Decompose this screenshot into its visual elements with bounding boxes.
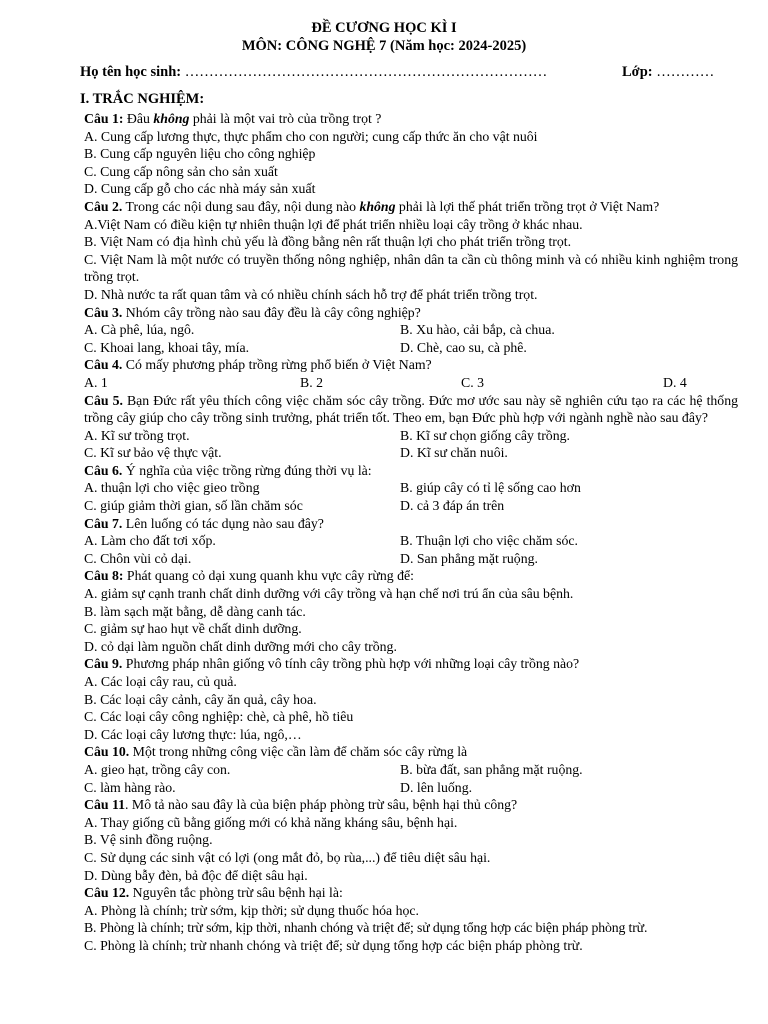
- question-text: . Mô tả nào sau đây là của biện pháp phòng trừ sâu, bệnh hại thủ công?: [125, 797, 518, 813]
- question-text: Nhóm cây trồng nào sau đây đều là cây công nghiệp?: [122, 304, 421, 320]
- question-emphasis: không: [153, 111, 190, 126]
- option-row: [84, 532, 738, 550]
- option: B. Cung cấp nguyên liệu cho công nghiệp: [84, 146, 316, 162]
- option: D. Cung cấp gỗ cho các nhà máy sản xuất: [84, 181, 316, 197]
- option-row: [84, 761, 738, 779]
- option: C. giúp giảm thời gian, số lần chăm sóc: [84, 498, 303, 514]
- option: D. Kĩ sư chăn nuôi.: [400, 445, 508, 461]
- question-label: Câu 3.: [84, 304, 123, 320]
- option: C. Các loại cây công nghiệp: chè, cà phê, hồ tiêu: [84, 709, 354, 725]
- question-5: [84, 392, 738, 427]
- option: D. San phẳng mặt ruộng.: [400, 550, 538, 566]
- question-label: Câu 9.: [84, 656, 123, 672]
- question-label: Câu 12.: [84, 885, 130, 901]
- option: A. giảm sự cạnh tranh chất dinh dưỡng với cây trồng và hạn chế nơi trú ẩn của sâu bệnh.: [84, 586, 574, 602]
- option: A.Việt Nam có điều kiện tự nhiên thuận lợi để phát triển nhiều loại cây trồng ở khác nhau.: [84, 216, 583, 232]
- question-4: [84, 356, 738, 374]
- section-heading: I. TRẮC NGHIỆM:: [80, 91, 205, 107]
- question-text: Trong các nội dung sau đây, nội dung nào: [122, 198, 360, 214]
- option: D. Nhà nước ta rất quan tâm và có nhiều chính sách hỗ trợ để phát triển trồng trọt.: [84, 286, 538, 302]
- option: B. Các loại cây cảnh, cây ăn quả, cây hoa.: [84, 691, 317, 707]
- document-title: ĐỀ CƯƠNG HỌC KÌ I: [311, 20, 457, 36]
- option: B. Kĩ sư chọn giống cây trồng.: [400, 427, 570, 443]
- option: D. Các loại cây lương thực: lúa, ngô,…: [84, 726, 302, 742]
- class-dots: …………: [656, 64, 715, 80]
- option-row: [84, 321, 738, 339]
- option: C. Sử dụng các sinh vật có lợi (ong mắt đỏ, bọ rùa,...) để tiêu diệt sâu hại.: [84, 849, 491, 865]
- option: C. Khoai lang, khoai tây, mía.: [84, 339, 250, 355]
- option-row: [84, 550, 738, 568]
- question-text: Một trong những công việc cần làm để chăm sóc cây rừng là: [129, 744, 468, 760]
- option: B. Việt Nam có địa hình chủ yếu là đồng bằng nên rất thuận lợi cho phát triển trồng trọt.: [84, 234, 572, 250]
- question-text: Ý nghĩa của việc trồng rừng đúng thời vụ là:: [122, 462, 372, 478]
- question-text: Phương pháp nhân giống vô tính cây trồng phù hợp với những loại cây trồng nào?: [122, 656, 580, 672]
- question-label: Câu 6.: [84, 462, 123, 478]
- question-11: [84, 796, 738, 814]
- option: D. lên luống.: [400, 779, 473, 795]
- student-name-line: [80, 63, 547, 81]
- option: A. gieo hạt, trồng cây con.: [84, 761, 231, 777]
- option: B. Phòng là chính; trừ sớm, kịp thời, nhanh chóng và triệt để; sử dụng tổng hợp các biện pháp phòng trừ.: [84, 920, 648, 936]
- class-label: Lớp:: [622, 64, 653, 80]
- question-label: Câu 8:: [84, 568, 124, 584]
- student-name-dots: …………………………………………………………………: [184, 64, 548, 80]
- option: A. Kĩ sư trồng trọt.: [84, 427, 190, 443]
- document-subtitle: MÔN: CÔNG NGHỆ 7 (Năm học: 2024-2025): [241, 38, 527, 54]
- option: C. Cung cấp nông sản cho sản xuất: [84, 163, 278, 179]
- option-row: [84, 427, 738, 445]
- option: C. làm hàng rào.: [84, 779, 176, 795]
- option: A. Phòng là chính; trừ sớm, kịp thời; sử dụng thuốc hóa học.: [84, 902, 419, 918]
- question-label: Câu 10.: [84, 744, 130, 760]
- question-text: Nguyên tắc phòng trừ sâu bệnh hại là:: [129, 885, 343, 901]
- question-label: Câu 1:: [84, 111, 124, 126]
- option-row: [84, 444, 738, 462]
- question-6: [84, 462, 738, 480]
- option: B. làm sạch mặt bằng, dễ dàng canh tác.: [84, 603, 306, 619]
- question-text: Lên luống có tác dụng nào sau đây?: [122, 515, 324, 531]
- option: A. Các loại cây rau, củ quả.: [84, 674, 237, 689]
- question-text: Phát quang cỏ dại xung quanh khu vực cây rừng để:: [123, 568, 414, 584]
- question-text: Đâu: [123, 111, 154, 126]
- option: C. Việt Nam là một nước có truyền thống nông nghiệp, nhân dân ta cần cù thông minh và có nhiều kinh nghiệm trong trồng trọt.: [84, 251, 738, 285]
- student-name-label: Họ tên học sinh:: [80, 64, 182, 80]
- option: A. 1: [84, 374, 108, 390]
- question-label: Câu 4.: [84, 357, 123, 373]
- class-line: [622, 63, 714, 81]
- question-9: [84, 655, 738, 673]
- question-label: Câu 5.: [84, 392, 123, 408]
- option: D. 4: [663, 374, 687, 390]
- option: B. Thuận lợi cho việc chăm sóc.: [400, 533, 578, 549]
- option: A. thuận lợi cho việc gieo trồng: [84, 480, 260, 496]
- option: C. Phòng là chính; trừ nhanh chóng và triệt để; sử dụng tổng hợp các biện pháp phòng trừ.: [84, 937, 583, 953]
- option: C. 3: [461, 374, 484, 390]
- option-row: [84, 339, 738, 357]
- question-label: Câu 2.: [84, 198, 123, 214]
- option: D. cỏ dại làm nguồn chất dinh dưỡng mới cho cây trồng.: [84, 638, 397, 654]
- option-row: [84, 779, 738, 797]
- question-text: phải là một vai trò của trồng trọt ?: [189, 111, 382, 126]
- question-text: Có mấy phương pháp trồng rừng phổ biến ở Việt Nam?: [122, 357, 432, 373]
- option: B. giúp cây có tỉ lệ sống cao hơn: [400, 480, 581, 496]
- option: C. Kĩ sư bảo vệ thực vật.: [84, 445, 222, 461]
- option-row: [84, 374, 738, 392]
- option: B. Vệ sinh đồng ruộng.: [84, 832, 213, 848]
- question-2: [84, 198, 738, 216]
- question-3: [84, 304, 738, 322]
- option: D. cả 3 đáp án trên: [400, 498, 505, 514]
- option: A. Làm cho đất tơi xốp.: [84, 533, 216, 549]
- question-10: [84, 743, 738, 761]
- option: D. Dùng bẫy đèn, bả độc để diệt sâu hại.: [84, 867, 308, 883]
- question-text: Bạn Đức rất yêu thích công việc chăm sóc cây trồng. Đức mơ ước sau này sẽ nghiên cứu tạo ra các hệ thống trồng cây giúp cho cây trồng sinh trưởng, phát triển tốt. Theo em, bạn Đức phù hợp với ngành nghề nào sau đây?: [84, 392, 738, 426]
- option: B. 2: [300, 374, 323, 390]
- option: C. Chôn vùi cỏ dại.: [84, 550, 192, 566]
- option: A. Cà phê, lúa, ngô.: [84, 322, 195, 338]
- question-emphasis: không: [359, 198, 396, 214]
- option: D. Chè, cao su, cà phê.: [400, 339, 527, 355]
- option-row: [84, 479, 738, 497]
- question-label: Câu 11: [84, 797, 126, 813]
- question-12: [84, 884, 738, 902]
- option: B. Xu hào, cải bắp, cà chua.: [400, 322, 555, 338]
- option: C. giảm sự hao hụt về chất dinh dưỡng.: [84, 621, 302, 637]
- question-label: Câu 7.: [84, 515, 123, 531]
- question-8: [84, 567, 738, 585]
- question-7: [84, 515, 738, 533]
- option: A. Cung cấp lương thực, thực phẩm cho con người; cung cấp thức ăn cho vật nuôi: [84, 128, 538, 144]
- question-1: [84, 110, 738, 128]
- option-row: [84, 497, 738, 515]
- question-text: phải là lợi thế phát triển trồng trọt ở Việt Nam?: [395, 198, 660, 214]
- question-list: [84, 110, 738, 955]
- option: B. bừa đất, san phẳng mặt ruộng.: [400, 761, 583, 777]
- option: A. Thay giống cũ bằng giống mới có khả năng kháng sâu, bệnh hại.: [84, 814, 458, 830]
